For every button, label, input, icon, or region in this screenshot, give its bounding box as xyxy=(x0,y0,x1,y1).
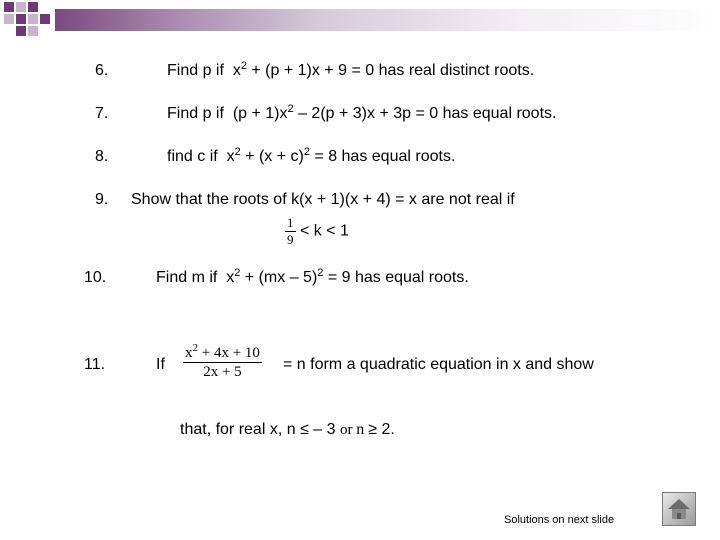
ge-symbol: ≥ xyxy=(368,421,378,438)
equation-part: + (mx – 5) xyxy=(240,269,318,286)
equation-part: x xyxy=(232,62,241,79)
decor-square xyxy=(16,14,26,24)
equation-part: = 8 has equal roots. xyxy=(309,148,456,165)
problem-number: 9. xyxy=(95,191,109,208)
problem-11-line2 xyxy=(180,420,395,440)
equation-part: (p + 1)x xyxy=(232,105,288,122)
exponent: 2 xyxy=(234,146,241,158)
problem-11-if: If xyxy=(156,356,165,373)
problem-label: Find p if xyxy=(167,62,224,79)
exponent: 2 xyxy=(192,342,198,354)
problem-label: find c if xyxy=(167,148,218,165)
problem-7-text xyxy=(167,104,556,124)
numerator-part: + 4x + 10 xyxy=(198,345,260,361)
problem-number: 10. xyxy=(84,269,107,286)
header-gradient-bar xyxy=(55,9,720,31)
problem-number: 11. xyxy=(84,356,106,373)
decor-square xyxy=(16,26,26,36)
decor-square xyxy=(28,26,38,36)
fraction-numerator: 1 xyxy=(287,215,294,230)
header-decoration xyxy=(0,0,720,45)
decor-square xyxy=(4,2,14,12)
problem-number: 6. xyxy=(95,62,109,79)
fraction-numerator xyxy=(183,344,262,362)
problem-number: 7. xyxy=(95,105,109,122)
numerator-part: x xyxy=(185,345,193,361)
text-part: – 3 xyxy=(308,421,340,438)
decor-square xyxy=(28,14,38,24)
footer-note: Solutions on next slide xyxy=(504,514,615,526)
problem-8-text xyxy=(167,147,455,167)
exponent: 2 xyxy=(317,267,324,279)
problem-9-inequality xyxy=(285,215,349,248)
decor-square xyxy=(28,2,38,12)
problem-number: 8. xyxy=(95,148,109,165)
equation-part: + (x + c) xyxy=(240,148,304,165)
problem-label: Find p if xyxy=(167,105,224,122)
text-part: that, for real x, n xyxy=(180,421,301,438)
fraction xyxy=(285,215,296,248)
exponent: 2 xyxy=(234,267,241,279)
problem-label: Find m if xyxy=(156,269,218,286)
equation-part: x xyxy=(226,148,235,165)
home-icon[interactable] xyxy=(662,492,696,526)
or-word: or xyxy=(339,422,357,438)
equation-part: + (p + 1)x + 9 = 0 has real distinct roots. xyxy=(246,62,535,79)
le-symbol: ≤ xyxy=(300,421,309,438)
equation-part: x xyxy=(226,269,235,286)
decor-square xyxy=(4,14,14,24)
problem-11-rest: = n form a quadratic equation in x and show xyxy=(283,356,594,373)
decor-square xyxy=(40,14,50,24)
home-icon-graphic xyxy=(663,493,695,525)
exponent: 2 xyxy=(287,103,294,115)
problem-9-text: Show that the roots of k(x + 1)(x + 4) = x are not real if xyxy=(131,191,515,208)
variable-n: n xyxy=(356,421,369,438)
decor-square xyxy=(16,2,26,12)
exponent: 2 xyxy=(240,60,247,72)
equation-part: = 9 has equal roots. xyxy=(323,269,469,286)
fraction xyxy=(183,344,262,381)
problem-6-text xyxy=(167,61,534,81)
problem-10-text xyxy=(156,268,469,288)
inequality-rest: < k < 1 xyxy=(295,222,349,240)
fraction-denominator: 2x + 5 xyxy=(183,362,261,381)
fraction-denominator: 9 xyxy=(287,232,294,247)
exponent: 2 xyxy=(303,146,310,158)
text-part: 2. xyxy=(377,421,395,438)
equation-part: – 2(p + 3)x + 3p = 0 has equal roots. xyxy=(293,105,557,122)
problem-11-fraction xyxy=(183,344,262,381)
